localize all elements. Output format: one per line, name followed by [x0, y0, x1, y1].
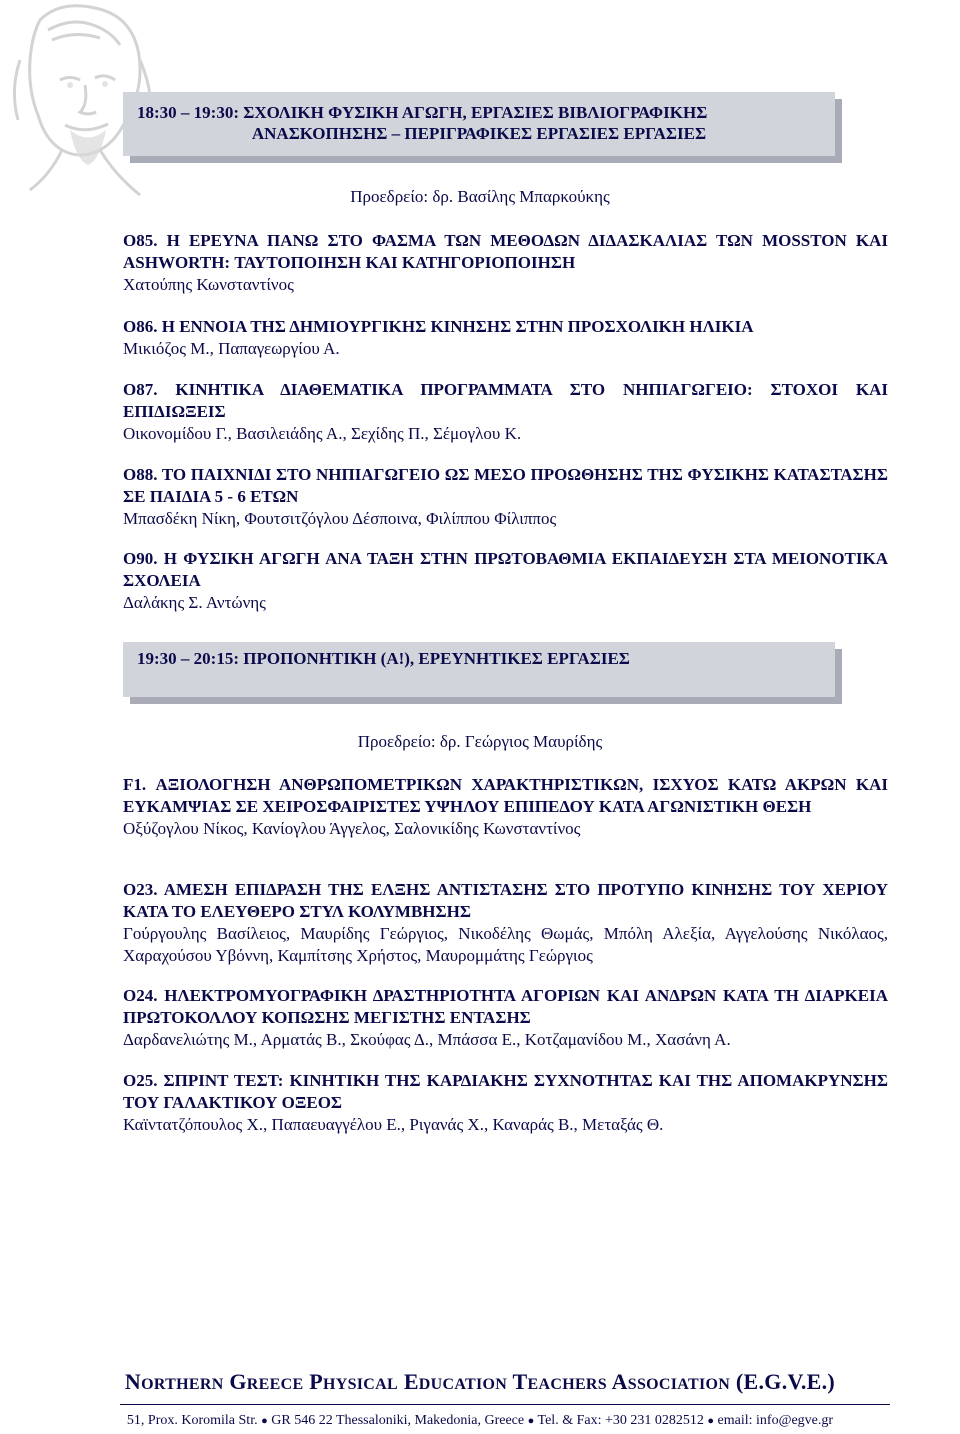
paper-f1 — [123, 774, 888, 840]
paper-o23 — [123, 879, 888, 967]
paper-title: ΣΠΡΙΝΤ ΤΕΣΤ: ΚΙΝΗΤΙΚΗ ΤΗΣ ΚΑΡΔΙΑΚΗΣ ΣΥΧΝΟΤΗΤΑΣ ΚΑΙ ΤΗΣ ΑΠΟΜΑΚΡΥΝΣΗΣ ΤΟΥ ΓΑΛΑΚΤΙΚΟΥ ΟΞΕΟΣ — [123, 1071, 888, 1112]
paper-code: Ο88. — [123, 465, 158, 484]
paper-title: Η ΦΥΣΙΚΗ ΑΓΩΓΗ ΑΝΑ ΤΑΞΗ ΣΤΗΝ ΠΡΩΤΟΒΑΘΜΙΑ ΕΚΠΑΙΔΕΥΣΗ ΣΤΑ ΜΕΙΟΝΟΤΙΚΑ ΣΧΟΛΕΙΑ — [123, 549, 889, 590]
paper-authors: Καϊντατζόπουλος Χ., Παπαευαγγέλου Ε., Ριγανάς Χ., Καναράς Β., Μεταξάς Θ. — [123, 1115, 664, 1134]
paper-title: Η ΕΡΕΥΝΑ ΠΑΝΩ ΣΤΟ ΦΑΣΜΑ ΤΩΝ ΜΕΘΟΔΩΝ ΔΙΔΑΣΚΑΛΙΑΣ ΤΩΝ MOSSTON ΚΑΙ ASHWORTH: ΤΑΥΤΟΠΟΙΗΣΗ ΚΑΙ ΚΑΤΗΓΟΡΙΟΠΟΙΗΣΗ — [123, 231, 889, 272]
paper-authors: Γούργουλης Βασίλειος, Μαυρίδης Γεώργιος, Νικοδέλης Θωμάς, Μπόλη Αλεξία, Αγγελούσης Νικόλαος, Χαραχούσου Υβόννη, Καμπίτσης Χρήστος, Μαυρομμάτης Γεώργιος — [123, 924, 888, 965]
paper-authors: Οξύζογλου Νίκος, Κανίογλου Άγγελος, Σαλονικίδης Κωνσταντίνος — [123, 819, 581, 838]
session-banner-2 — [123, 642, 835, 697]
session-2-title-line1: 19:30 – 20:15: ΠΡΟΠΟΝΗΤΙΚΗ (Α!), ΕΡΕΥΝΗΤΙΚΕΣ ΕΡΓΑΣΙΕΣ — [137, 649, 630, 668]
footer-organization-name: NORTHERN GREECE PHYSICAL EDUCATION TEACHERS ASSOCIATION (E.G.V.E.) — [124, 1369, 836, 1394]
bullet-icon: ● — [261, 1415, 268, 1427]
paper-code: Ο90. — [123, 549, 158, 568]
paper-authors: Μικιόζος Μ., Παπαγεωργίου Α. — [123, 339, 340, 358]
paper-o87 — [123, 379, 888, 445]
session-2-chair: Προεδρείο: δρ. Γεώργιος Μαυρίδης — [357, 732, 603, 751]
session-banner-1 — [123, 92, 835, 156]
paper-authors: Οικονομίδου Γ., Βασιλειάδης Α., Σεχίδης Π., Σέμογλου Κ. — [123, 424, 522, 443]
paper-code: F1. — [123, 775, 147, 794]
paper-code: Ο24. — [123, 986, 158, 1005]
paper-title: ΚΙΝΗΤΙΚΑ ΔΙΑΘΕΜΑΤΙΚΑ ΠΡΟΓΡΑΜΜΑΤΑ ΣΤΟ ΝΗΠΙΑΓΩΓΕΙΟ: ΣΤΟΧΟΙ ΚΑΙ ΕΠΙΔΙΩΞΕΙΣ — [123, 380, 889, 421]
paper-authors: Μπασδέκη Νίκη, Φουτσιτζόγλου Δέσποινα, Φιλίππου Φίλιππος — [123, 509, 557, 528]
session-1-chair: Προεδρείο: δρ. Βασίλης Μπαρκούκης — [350, 187, 610, 206]
paper-o24 — [123, 985, 888, 1051]
paper-code: Ο25. — [123, 1071, 158, 1090]
paper-code: Ο86. — [123, 317, 158, 336]
footer-divider — [120, 1404, 890, 1405]
footer-postal: GR 546 22 Thessaloniki, Makedonia, Greece — [271, 1413, 525, 1428]
paper-o85 — [123, 230, 888, 296]
paper-o90 — [123, 548, 888, 614]
footer-contact — [0, 1413, 960, 1429]
paper-code: Ο87. — [123, 380, 158, 399]
paper-o25 — [123, 1070, 888, 1136]
paper-o88 — [123, 464, 888, 530]
paper-authors: Δαρδανελιώτης Μ., Αρματάς Β., Σκούφας Δ., Μπάσσα Ε., Κοτζαμανίδου Μ., Χασάνη Α. — [123, 1030, 731, 1049]
session-1-title-line1: 18:30 – 19:30: ΣΧΟΛΙΚΗ ΦΥΣΙΚΗ ΑΓΩΓΗ, ΕΡΓΑΣΙΕΣ ΒΙΒΛΙΟΓΡΑΦΙΚΗΣ — [137, 103, 708, 122]
footer-address: 51, Prox. Koromila Str. — [126, 1413, 258, 1428]
paper-title: ΤΟ ΠΑΙΧΝΙΔΙ ΣΤΟ ΝΗΠΙΑΓΩΓΕΙΟ ΩΣ ΜΕΣΟ ΠΡΟΩΘΗΣΗΣ ΤΗΣ ΦΥΣΙΚΗΣ ΚΑΤΑΣΤΑΣΗΣ ΣΕ ΠΑΙΔΙΑ 5 - 6 ΕΤΩΝ — [123, 465, 888, 506]
paper-code: Ο23. — [123, 880, 158, 899]
paper-title: Η ΕΝΝΟΙΑ ΤΗΣ ΔΗΜΙΟΥΡΓΙΚΗΣ ΚΙΝΗΣΗΣ ΣΤΗΝ ΠΡΟΣΧΟΛΙΚΗ ΗΛΙΚΙΑ — [161, 317, 754, 336]
paper-authors: Δαλάκης Σ. Αντώνης — [123, 593, 266, 612]
paper-title: ΑΜΕΣΗ ΕΠΙΔΡΑΣΗ ΤΗΣ ΕΛΞΗΣ ΑΝΤΙΣΤΑΣΗΣ ΣΤΟ ΠΡΟΤΥΠΟ ΚΙΝΗΣΗΣ ΤΟΥ ΧΕΡΙΟΥ ΚΑΤΑ ΤΟ ΕΛΕΥΘΕΡΟ ΣΤΥΛ ΚΟΛΥΜΒΗΣΗΣ — [123, 880, 889, 921]
paper-title: ΑΞΙΟΛΟΓΗΣΗ ΑΝΘΡΩΠΟΜΕΤΡΙΚΩΝ ΧΑΡΑΚΤΗΡΙΣΤΙΚΩΝ, ΙΣΧΥΟΣ ΚΑΤΩ ΑΚΡΩΝ ΚΑΙ ΕΥΚΑΜΨΙΑΣ ΣΕ ΧΕΙΡΟΣΦΑΙΡΙΣΤΕΣ ΥΨΗΛΟΥ ΕΠΙΠΕΔΟΥ ΚΑΤΑ ΑΓΩΝΙΣΤΙΚΗ ΘΕΣΗ — [123, 775, 888, 816]
footer-phone: Tel. & Fax: +30 231 0282512 — [537, 1413, 704, 1428]
bullet-icon: ● — [527, 1415, 535, 1427]
bullet-icon: ● — [707, 1415, 715, 1427]
paper-o86 — [123, 316, 888, 360]
paper-authors: Χατούπης Κωνσταντίνος — [123, 275, 294, 294]
paper-title: ΗΛΕΚΤΡΟΜΥΟΓΡΑΦΙΚΗ ΔΡΑΣΤΗΡΙΟΤΗΤΑ ΑΓΟΡΙΩΝ ΚΑΙ ΑΝΔΡΩΝ ΚΑΤΑ ΤΗ ΔΙΑΡΚΕΙΑ ΠΡΩΤΟΚΟΛΛΟΥ ΚΟΠΩΣΗΣ ΜΕΓΙΣΤΗΣ ΕΝΤΑΣΗΣ — [123, 986, 889, 1027]
session-1-title-line2: ΑΝΑΣΚΟΠΗΣΗΣ – ΠΕΡΙΓΡΑΦΙΚΕΣ ΕΡΓΑΣΙΕΣ ΕΡΓΑΣΙΕΣ — [251, 124, 707, 143]
footer-email[interactable]: email: info@egve.gr — [717, 1413, 834, 1428]
paper-code: Ο85. — [123, 231, 158, 250]
